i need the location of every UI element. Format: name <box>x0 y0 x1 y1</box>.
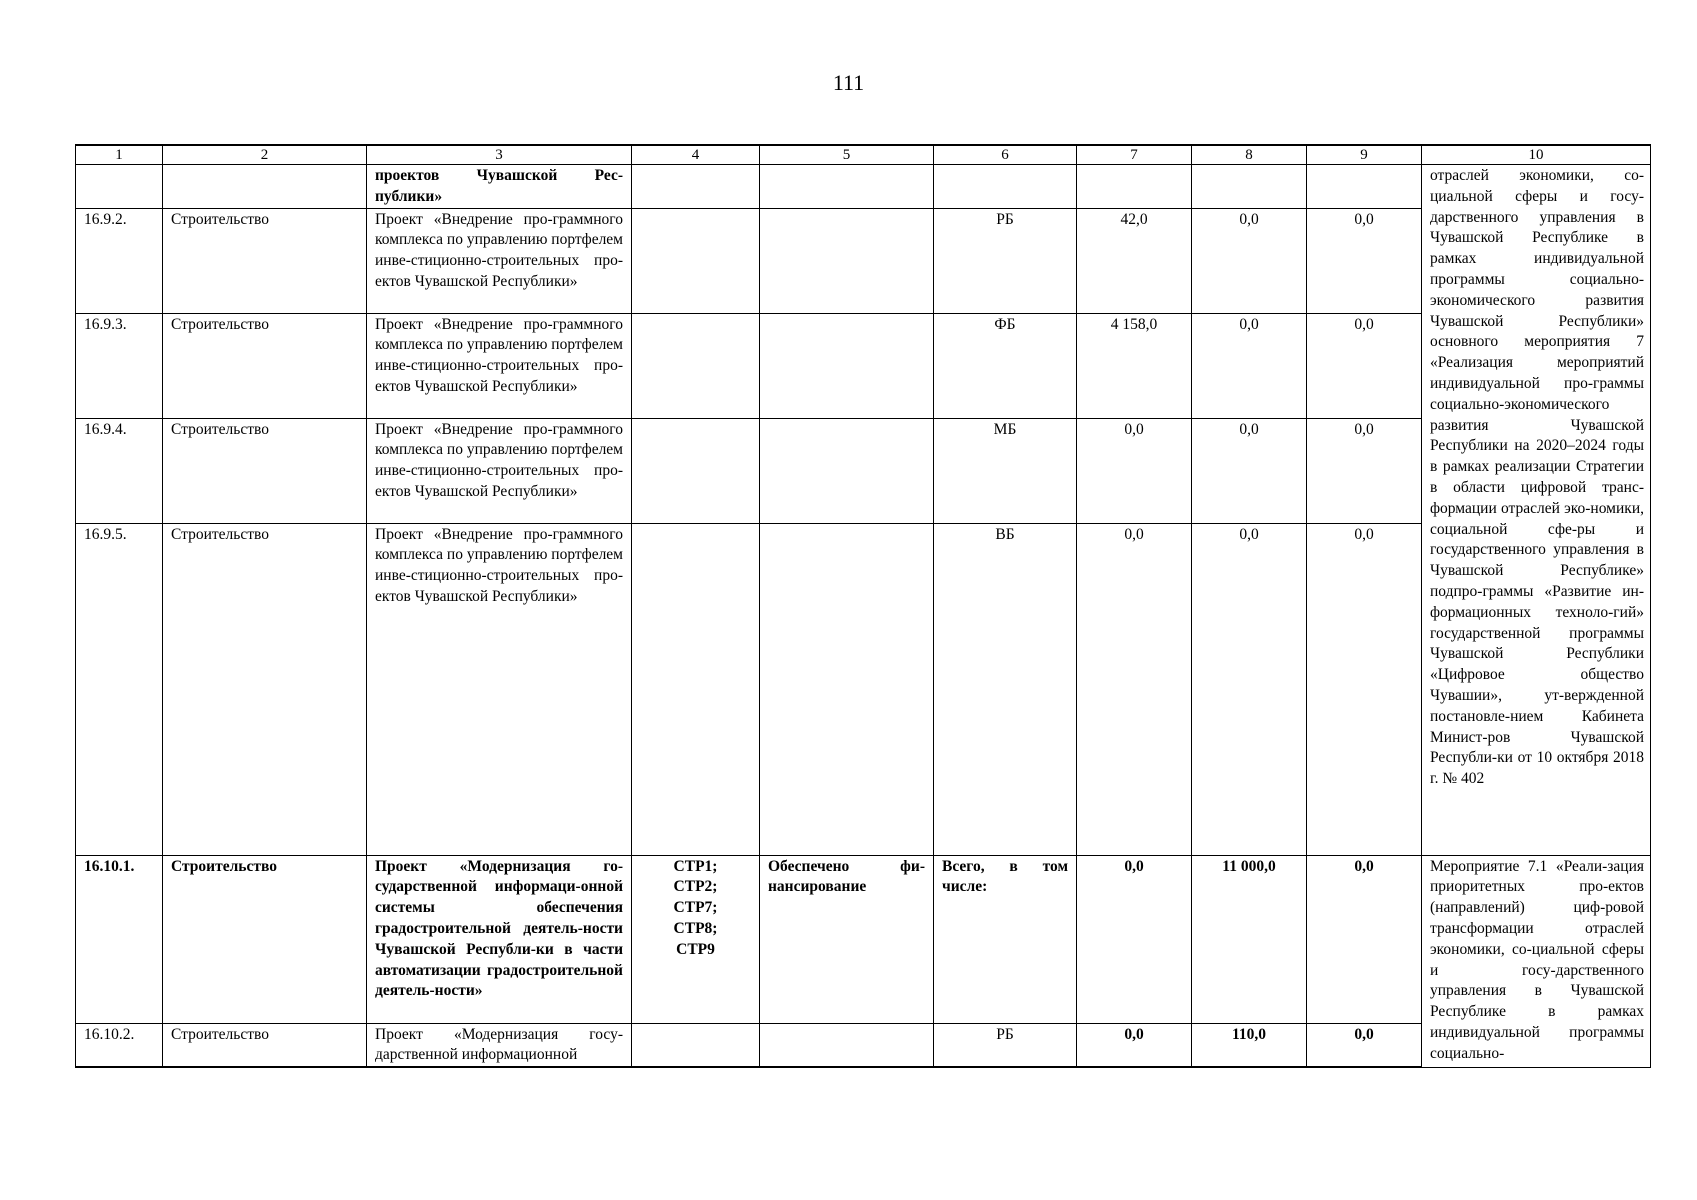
amount-cell: 0,0 <box>1077 1023 1192 1067</box>
project-name-cell: проектов Чувашской Рес-публики» <box>367 165 632 209</box>
column-number: 1 <box>76 145 163 165</box>
funding-source-cell: РБ <box>934 1023 1077 1067</box>
sector-cell: Строительство <box>163 523 367 855</box>
project-name-cell: Проект «Внедрение про-граммного комплекса по управлению портфелем инве-стиционно-строительных про-ектов Чувашской Республики» <box>367 418 632 523</box>
project-name-cell: Проект «Внедрение про-граммного комплекса по управлению портфелем инве-стиционно-строительных про-ектов Чувашской Республики» <box>367 208 632 313</box>
indicator-cell <box>632 165 760 209</box>
amount-cell: 0,0 <box>1307 418 1422 523</box>
project-name-cell: Проект «Модернизация госу-дарственной информационной <box>367 1023 632 1067</box>
project-name-cell: Проект «Модернизация го-сударственной информаци-онной системы обеспечения градостроительной деятель-ности Чувашской Республи-ки в части автоматизации градостроительной деятель-ности» <box>367 855 632 1023</box>
column-number-row <box>76 145 1651 165</box>
result-cell <box>760 523 934 855</box>
amount-cell: 0,0 <box>1307 313 1422 418</box>
amount-cell: 42,0 <box>1077 208 1192 313</box>
amount-cell: 0,0 <box>1307 208 1422 313</box>
amount-cell <box>1307 165 1422 209</box>
indicator-cell <box>632 523 760 855</box>
amount-cell: 0,0 <box>1192 418 1307 523</box>
column-number: 7 <box>1077 145 1192 165</box>
result-cell <box>760 165 934 209</box>
amount-cell: 0,0 <box>1192 523 1307 855</box>
program-table <box>75 144 1651 1068</box>
table-row <box>76 165 1651 209</box>
row-number: 16.10.1. <box>76 855 163 1023</box>
amount-cell: 0,0 <box>1192 313 1307 418</box>
sector-cell: Строительство <box>163 313 367 418</box>
sector-cell: Строительство <box>163 208 367 313</box>
amount-cell: 0,0 <box>1077 418 1192 523</box>
sector-cell: Строительство <box>163 855 367 1023</box>
amount-cell: 0,0 <box>1307 1023 1422 1067</box>
column-number: 4 <box>632 145 760 165</box>
row-number: 16.9.3. <box>76 313 163 418</box>
row-number: 16.9.4. <box>76 418 163 523</box>
funding-source-cell: РБ <box>934 208 1077 313</box>
page-number: 111 <box>832 70 865 95</box>
amount-cell: 4 158,0 <box>1077 313 1192 418</box>
project-name-cell: Проект «Внедрение про-граммного комплекса по управлению портфелем инве-стиционно-строительных про-ектов Чувашской Республики» <box>367 523 632 855</box>
funding-source-cell: Всего, в том числе: <box>934 855 1077 1023</box>
indicator-cell <box>632 208 760 313</box>
amount-cell <box>1077 165 1192 209</box>
column-number: 10 <box>1422 145 1651 165</box>
result-cell <box>760 313 934 418</box>
row-number: 16.9.2. <box>76 208 163 313</box>
result-cell <box>760 418 934 523</box>
column-number: 8 <box>1192 145 1307 165</box>
amount-cell: 0,0 <box>1307 855 1422 1023</box>
row-number: 16.9.5. <box>76 523 163 855</box>
column-number: 5 <box>760 145 934 165</box>
funding-source-cell: ФБ <box>934 313 1077 418</box>
basis-document-cell: отраслей экономики, со-циальной сферы и госу-дарственного управления в Чувашской Республике в рамках индивидуальной программы социально-экономического развития Чувашской Республики» основного мероприятия 7 «Реализация мероприятий индивидуальной про-граммы социально-экономического развития Чувашской Республики на 2020–2024 годы в рамках реализации Стратегии в области цифровой транс-формации отраслей эко-номики, социальной сфе-ры и государственного управления в Чувашской Республике» подпро-граммы «Развитие ин-формационных техноло-гий» государственной программы Чувашской Республики «Цифровое общество Чувашии», ут-вержденной постановле-нием Кабинета Минист-ров Чувашской Республи-ки от 10 октября 2018 г. № 402 <box>1422 165 1651 856</box>
table-row <box>76 855 1651 1023</box>
project-name-cell: Проект «Внедрение про-граммного комплекса по управлению портфелем инве-стиционно-строительных про-ектов Чувашской Республики» <box>367 313 632 418</box>
column-number: 3 <box>367 145 632 165</box>
sector-cell: Строительство <box>163 1023 367 1067</box>
row-number <box>76 165 163 209</box>
amount-cell: 0,0 <box>1077 523 1192 855</box>
amount-cell: 0,0 <box>1077 855 1192 1023</box>
indicator-cell <box>632 418 760 523</box>
amount-cell: 110,0 <box>1192 1023 1307 1067</box>
indicator-cell <box>632 1023 760 1067</box>
table-row <box>76 523 1651 855</box>
indicator-cell <box>632 313 760 418</box>
funding-source-cell: МБ <box>934 418 1077 523</box>
amount-cell: 11 000,0 <box>1192 855 1307 1023</box>
table-row <box>76 208 1651 313</box>
result-cell <box>760 208 934 313</box>
basis-document-cell: Мероприятие 7.1 «Реали-зация приоритетных про-ектов (направлений) циф-ровой трансформации отраслей экономики, со-циальной сферы и госу-дарственного управления в Чувашской Республике в рамках индивидуальной программы социально- <box>1422 855 1651 1067</box>
column-number: 2 <box>163 145 367 165</box>
funding-source-cell: ВБ <box>934 523 1077 855</box>
table-row <box>76 418 1651 523</box>
amount-cell: 0,0 <box>1192 208 1307 313</box>
result-cell: Обеспечено фи-нансирование <box>760 855 934 1023</box>
row-number: 16.10.2. <box>76 1023 163 1067</box>
indicator-cell: СТР1; СТР2; СТР7; СТР8; СТР9 <box>632 855 760 1023</box>
table-row <box>76 313 1651 418</box>
table-row <box>76 1023 1651 1067</box>
funding-source-cell <box>934 165 1077 209</box>
sector-cell: Строительство <box>163 418 367 523</box>
amount-cell: 0,0 <box>1307 523 1422 855</box>
column-number: 9 <box>1307 145 1422 165</box>
sector-cell <box>163 165 367 209</box>
result-cell <box>760 1023 934 1067</box>
amount-cell <box>1192 165 1307 209</box>
column-number: 6 <box>934 145 1077 165</box>
